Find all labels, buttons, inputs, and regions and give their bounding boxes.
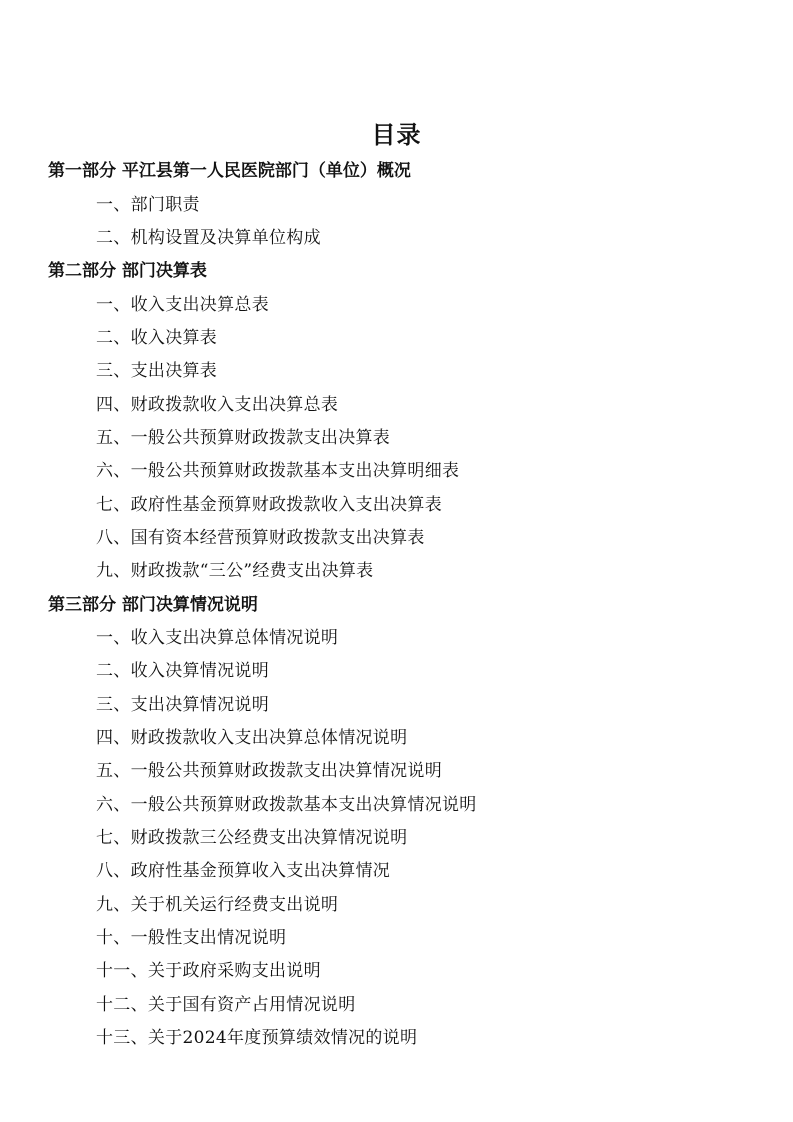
toc-item: 一、收入支出决算总体情况说明 (96, 628, 339, 648)
toc-item: 一、部门职责 (96, 195, 200, 215)
toc-item: 三、支出决算表 (96, 361, 218, 381)
toc-item: 十一、关于政府采购支出说明 (96, 961, 321, 981)
toc-item: 九、财政拨款“三公”经费支出决算表 (96, 561, 374, 581)
part-2-heading: 第二部分 部门决算表 (48, 261, 207, 281)
toc-item: 三、支出决算情况说明 (96, 695, 269, 715)
toc-item: 六、一般公共预算财政拨款基本支出决算情况说明 (96, 795, 477, 815)
toc-item: 六、一般公共预算财政拨款基本支出决算明细表 (96, 461, 460, 481)
toc-item: 五、一般公共预算财政拨款支出决算表 (96, 428, 391, 448)
toc-item: 四、财政拨款收入支出决算总表 (96, 395, 339, 415)
toc-item: 八、国有资本经营预算财政拨款支出决算表 (96, 528, 425, 548)
part-3-heading: 第三部分 部门决算情况说明 (48, 595, 258, 615)
toc-item: 十二、关于国有资产占用情况说明 (96, 995, 356, 1015)
toc-item: 七、财政拨款三公经费支出决算情况说明 (96, 828, 408, 848)
toc-item: 二、机构设置及决算单位构成 (96, 228, 321, 248)
toc-item: 四、财政拨款收入支出决算总体情况说明 (96, 728, 408, 748)
toc-item: 七、政府性基金预算财政拨款收入支出决算表 (96, 495, 442, 515)
part-1-heading: 第一部分 平江县第一人民医院部门（单位）概况 (48, 161, 411, 181)
toc-item: 一、收入支出决算总表 (96, 295, 269, 315)
toc-item: 二、收入决算情况说明 (96, 661, 269, 681)
toc-item: 九、关于机关运行经费支出说明 (96, 895, 339, 915)
page-title: 目录 (371, 121, 422, 149)
toc-item: 十三、关于2024年度预算绩效情况的说明 (96, 1028, 418, 1048)
toc-item: 五、一般公共预算财政拨款支出决算情况说明 (96, 761, 442, 781)
toc-item: 十、一般性支出情况说明 (96, 928, 287, 948)
toc-item: 八、政府性基金预算收入支出决算情况 (96, 861, 391, 881)
toc-item: 二、收入决算表 (96, 328, 218, 348)
